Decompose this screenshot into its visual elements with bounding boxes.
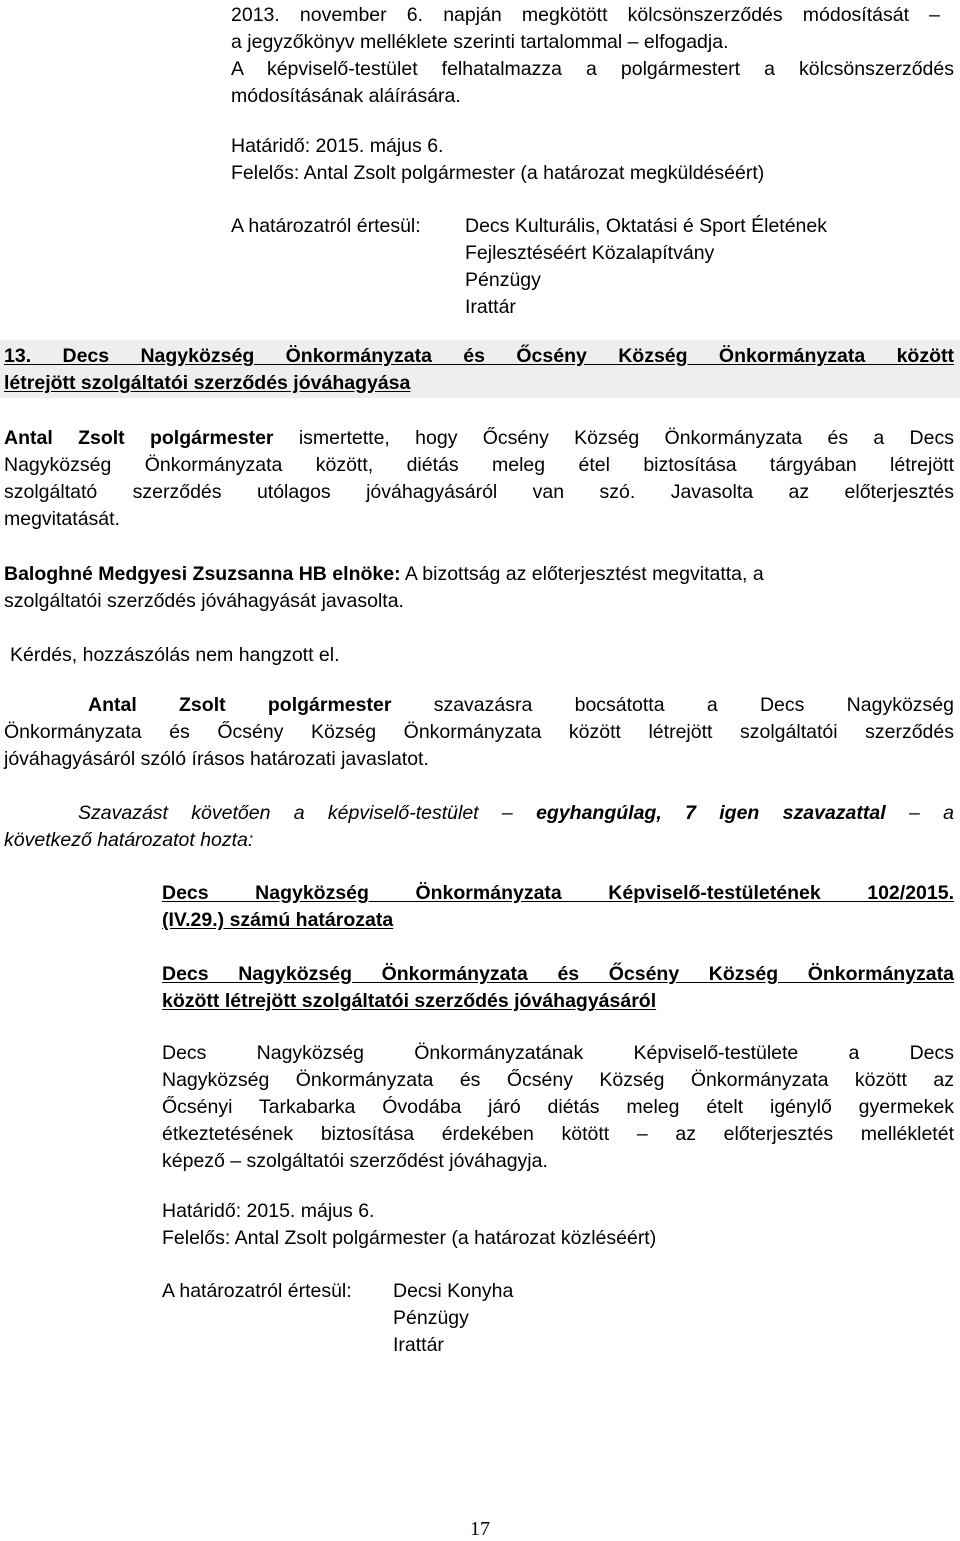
vote-count: egyhangúlag, 7 igen szavazattal [536,802,886,824]
notified-item: Pénzügy [465,269,541,291]
section-13-title: 13. Decs Nagyközség Önkormányzata és Őcsény Község Önkormányzata között [4,345,954,367]
notified-item: Decs Kulturális, Oktatási é Sport Életének [465,215,827,237]
speaker-name: Baloghné Medgyesi Zsuzsanna HB elnöke: [4,563,401,585]
page-number: 17 [470,1518,490,1540]
decision-notified-item: Pénzügy [393,1307,469,1329]
resolution-line: 2013. november 6. napján megkötött kölcsönszerződés módosítását – [231,4,940,26]
decision-responsible: Felelős: Antal Zsolt polgármester (a határozat közléséért) [162,1227,657,1249]
resolution-line: módosításának aláírására. [231,85,461,107]
notified-label: A határozatról értesül: [231,215,421,237]
decision-notified-item: Irattár [393,1334,444,1356]
decision-notified-item: Decsi Konyha [393,1280,514,1302]
decision-notified-label: A határozatról értesül: [162,1280,352,1302]
speaker-name: Antal Zsolt polgármester [4,427,274,449]
notified-item: Fejlesztéséért Közalapítvány [465,242,715,264]
decision-deadline: Határidő: 2015. május 6. [162,1200,375,1222]
resolution-line: A képviselő-testület felhatalmazza a polgármestert a kölcsönszerződés [231,58,954,80]
speaker-name: Antal Zsolt polgármester [88,694,392,716]
deadline-text: Határidő: 2015. május 6. [231,135,444,157]
paragraph-no-questions: Kérdés, hozzászólás nem hangzott el. [10,644,340,666]
section-13-title: létrejött szolgáltatói szerződés jóváhagyása [4,372,411,394]
resolution-line: a jegyzőkönyv melléklete szerinti tartalommal – elfogadja. [231,31,729,53]
notified-item: Irattár [465,296,516,318]
responsible-text: Felelős: Antal Zsolt polgármester (a határozat megküldéséért) [231,162,765,184]
